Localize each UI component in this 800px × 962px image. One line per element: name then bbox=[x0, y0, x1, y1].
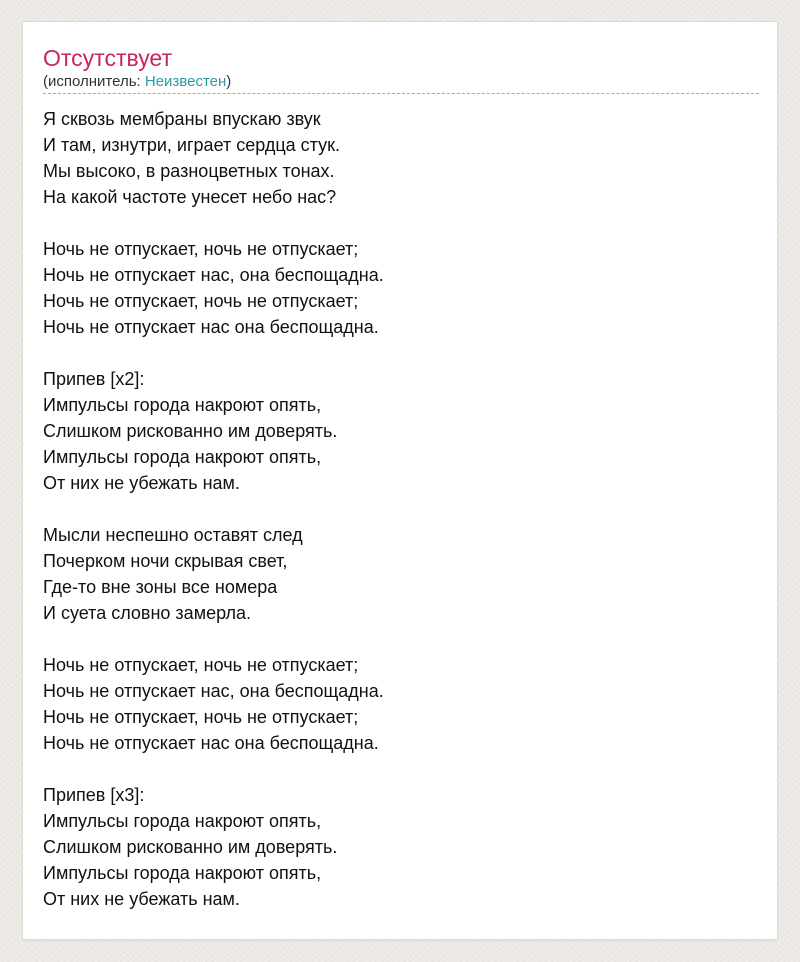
lyrics-line: Я сквозь мембраны впускаю звук bbox=[43, 109, 321, 129]
lyrics-line: Почерком ночи скрывая свет, bbox=[43, 551, 288, 571]
lyrics-line: На какой частоте унесет небо нас? bbox=[43, 187, 337, 207]
lyrics-line: Мысли неспешно оставят след bbox=[43, 525, 303, 545]
lyrics-line: И суета словно замерла. bbox=[43, 603, 251, 623]
lyrics-line: Импульсы города накроют опять, bbox=[43, 811, 322, 831]
lyrics-line: Ночь не отпускает нас она беспощадна. bbox=[43, 733, 379, 753]
lyrics-line: Ночь не отпускает, ночь не отпускает; bbox=[43, 239, 359, 259]
lyrics-line: Импульсы города накроют опять, bbox=[43, 863, 322, 883]
lyrics-line: Импульсы города накроют опять, bbox=[43, 447, 322, 467]
lyrics-card bbox=[22, 21, 778, 940]
lyrics-line: И там, изнутри, играет сердца стук. bbox=[43, 135, 340, 155]
lyrics-line: Слишком рискованно им доверять. bbox=[43, 421, 338, 441]
lyrics-blank-line bbox=[43, 496, 759, 522]
lyrics-line: Где-то вне зоны все номера bbox=[43, 577, 278, 597]
lyrics-text bbox=[43, 106, 759, 912]
lyrics-line: Ночь не отпускает, ночь не отпускает; bbox=[43, 655, 359, 675]
lyrics-blank-line bbox=[43, 626, 759, 652]
lyrics-line: Импульсы города накроют опять, bbox=[43, 395, 322, 415]
lyrics-line: Ночь не отпускает, ночь не отпускает; bbox=[43, 707, 359, 727]
lyrics-line: От них не убежать нам. bbox=[43, 473, 240, 493]
lyrics-line: Припев [x2]: bbox=[43, 369, 145, 389]
lyrics-blank-line bbox=[43, 210, 759, 236]
performer-link[interactable]: Неизвестен bbox=[144, 73, 227, 90]
song-title: Отсутствует bbox=[43, 45, 172, 71]
lyrics-line: От них не убежать нам. bbox=[43, 889, 240, 909]
lyrics-blank-line bbox=[43, 340, 759, 366]
lyrics-line: Ночь не отпускает нас, она беспощадна. bbox=[43, 265, 384, 285]
lyrics-line: Мы высоко, в разноцветных тонах. bbox=[43, 161, 335, 181]
performer-prefix: (исполнитель: bbox=[43, 73, 145, 90]
lyrics-line: Слишком рискованно им доверять. bbox=[43, 837, 338, 857]
song-header bbox=[43, 44, 759, 94]
lyrics-line: Ночь не отпускает нас, она беспощадна. bbox=[43, 681, 384, 701]
lyrics-blank-line bbox=[43, 756, 759, 782]
lyrics-line: Ночь не отпускает, ночь не отпускает; bbox=[43, 291, 359, 311]
lyrics-line: Ночь не отпускает нас она беспощадна. bbox=[43, 317, 379, 337]
performer-info bbox=[43, 72, 759, 92]
performer-suffix: ) bbox=[226, 73, 232, 90]
lyrics-line: Припев [x3]: bbox=[43, 785, 145, 805]
